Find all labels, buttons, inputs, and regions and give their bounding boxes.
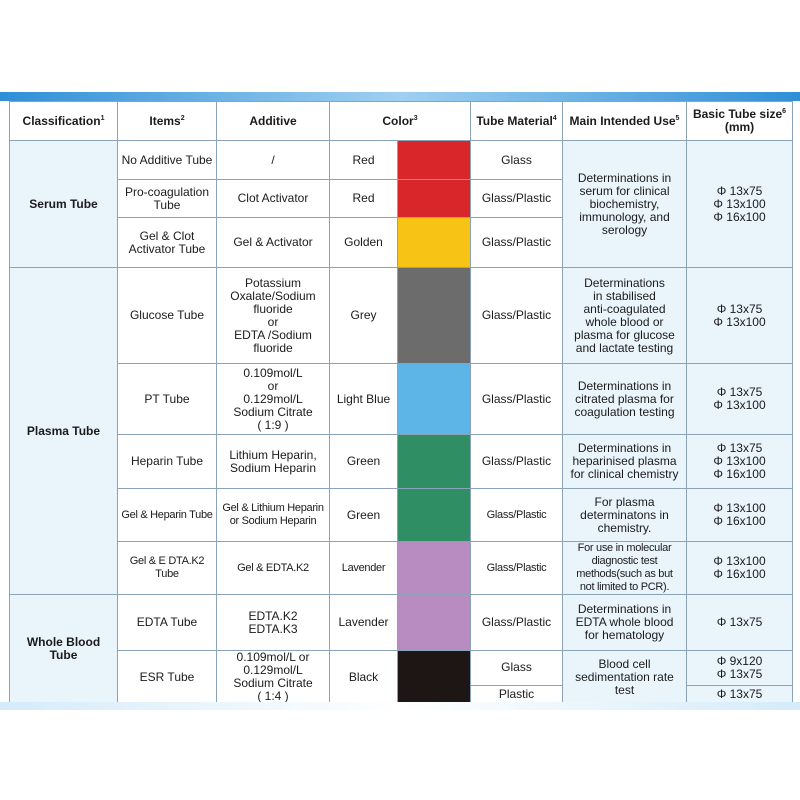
cell-line: citrated plasma for — [575, 391, 674, 406]
cell-line: sedimentation rate — [575, 669, 674, 684]
item-cell: Glucose Tube — [118, 268, 217, 364]
use-cell — [563, 268, 687, 364]
cell-line: determinatons in — [580, 507, 669, 522]
cell-line: Φ 13x75 — [716, 686, 763, 701]
use-cell — [563, 595, 687, 651]
additive-cell — [217, 268, 330, 364]
cell-line: for hematology — [584, 628, 665, 642]
color-swatch — [398, 489, 471, 542]
cell-line: Φ 13x100 — [713, 554, 766, 568]
table-row — [10, 141, 793, 180]
cell-line: EDTA /Sodium — [234, 327, 312, 342]
color-name-cell: Red — [330, 180, 398, 218]
header-row — [10, 102, 793, 141]
cell-line: Sodium Citrate — [233, 676, 313, 690]
cell-line: Φ 13x75 — [716, 183, 763, 198]
cell-line: Determinations in — [577, 602, 672, 616]
cell-line: For use in molecular — [577, 542, 672, 554]
cell-line: Blood cell — [598, 656, 651, 671]
header-color: Color$^3$ — [330, 102, 471, 141]
color-name-cell: Light Blue — [330, 364, 398, 435]
size-cell — [687, 435, 793, 489]
material-cell: Glass/Plastic — [471, 489, 563, 542]
item-cell: Gel & Heparin Tube — [118, 489, 217, 542]
cell-line: Φ 16x100 — [713, 514, 766, 528]
cell-line: or — [267, 314, 279, 329]
cell-line: or Sodium Heparin — [229, 515, 317, 527]
cell-line: EDTA.K2 — [248, 608, 298, 623]
cell-line: 0.129mol/L — [243, 391, 303, 406]
cell-line: Φ 13x75 — [716, 441, 763, 455]
use-cell — [563, 542, 687, 595]
additive-cell — [217, 595, 330, 651]
group-label-whole-blood: Whole Blood Tube — [10, 595, 118, 704]
cell-line: Determinations in — [577, 441, 672, 455]
cell-line: For plasma — [594, 494, 655, 509]
cell-line: chemistry. — [597, 520, 652, 535]
cell-line: Determinations — [584, 275, 665, 290]
cell-line: Φ 13x100 — [713, 501, 766, 515]
cell-line: or — [267, 378, 279, 393]
cell-line: anti-coagulated — [583, 301, 666, 316]
size-cell — [687, 141, 793, 268]
table-row — [10, 435, 793, 489]
additive-cell — [217, 364, 330, 435]
cell-line: Φ 13x100 — [713, 314, 766, 329]
material-cell: Glass/Plastic — [471, 595, 563, 651]
color-swatch — [398, 651, 471, 704]
cell-line: in stabilised — [593, 288, 656, 303]
bottom-accent-band — [0, 702, 800, 710]
material-cell: Glass/Plastic — [471, 364, 563, 435]
cell-line: ( 1:9 ) — [257, 417, 289, 432]
cell-line: Gel & Lithium Heparin — [222, 502, 324, 514]
color-name-cell: Black — [330, 651, 398, 704]
cell-line: methods(such as but — [576, 568, 673, 580]
cell-line: coagulation testing — [574, 404, 675, 419]
additive-cell — [217, 489, 330, 542]
item-cell: Pro-coagulation Tube — [118, 180, 217, 218]
size-cell — [687, 542, 793, 595]
material-cell: Glass/Plastic — [471, 218, 563, 268]
size-cell — [687, 595, 793, 651]
header-classification: Classification$^1$ — [10, 102, 118, 141]
group-label-plasma: Plasma Tube — [10, 268, 118, 595]
material-cell: Glass/Plastic — [471, 180, 563, 218]
item-cell: Heparin Tube — [118, 435, 217, 489]
cell-line: test — [614, 682, 635, 697]
cell-line: ( 1:4 ) — [257, 689, 289, 703]
cell-line: 0.109mol/L or — [236, 650, 310, 664]
use-cell — [563, 489, 687, 542]
cell-line: EDTA whole blood — [575, 615, 674, 629]
cell-line: Φ 13x100 — [713, 454, 766, 468]
cell-line: Potassium — [244, 275, 302, 290]
item-cell: Gel & Clot Activator Tube — [118, 218, 217, 268]
cell-line: 0.109mol/L — [243, 365, 303, 380]
cell-line: fluoride — [253, 340, 293, 355]
color-name-cell: Green — [330, 435, 398, 489]
use-cell — [563, 364, 687, 435]
blood-tube-table — [9, 101, 793, 704]
cell-line: EDTA.K3 — [248, 621, 298, 636]
material-cell: Glass — [471, 141, 563, 180]
material-cell: Glass/Plastic — [471, 542, 563, 595]
cell-line: for clinical chemistry — [570, 467, 679, 481]
color-swatch — [398, 595, 471, 651]
use-cell — [563, 435, 687, 489]
color-name-cell: Red — [330, 141, 398, 180]
header-items: Items$^2$ — [118, 102, 217, 141]
header-tube-material: Tube Material$^4$ — [471, 102, 563, 141]
color-name-cell: Grey — [330, 268, 398, 364]
material-cell: Glass — [471, 651, 563, 686]
cell-line: Oxalate/Sodium — [230, 288, 316, 303]
item-cell: EDTA Tube — [118, 595, 217, 651]
size-cell — [687, 364, 793, 435]
cell-line: fluoride — [253, 301, 293, 316]
additive-cell: / — [217, 141, 330, 180]
header-main-use: Main Intended Use$^5$ — [563, 102, 687, 141]
color-swatch — [398, 268, 471, 364]
size-cell — [687, 489, 793, 542]
cell-line: Sodium Heparin — [229, 460, 317, 475]
table-row — [10, 364, 793, 435]
top-accent-band — [0, 92, 800, 101]
material-cell: Glass/Plastic — [471, 435, 563, 489]
cell-line: Φ 9x120 — [716, 653, 763, 668]
cell-line: Φ 16x100 — [713, 209, 766, 224]
cell-line: Φ 13x75 — [716, 301, 763, 316]
color-swatch — [398, 542, 471, 595]
cell-line: Φ 13x75 — [716, 615, 763, 629]
table-row — [10, 542, 793, 595]
cell-line: Lithium Heparin, — [229, 447, 317, 462]
cell-line: and lactate testing — [575, 340, 674, 355]
additive-cell — [217, 651, 330, 704]
cell-line: Φ 13x100 — [713, 196, 766, 211]
color-name-cell: Golden — [330, 218, 398, 268]
item-cell: No Additive Tube — [118, 141, 217, 180]
size-cell — [687, 685, 793, 703]
cell-line: Φ 16x100 — [713, 567, 766, 581]
color-swatch — [398, 180, 471, 218]
color-name-cell: Lavender — [330, 595, 398, 651]
cell-line: whole blood or — [585, 314, 664, 329]
additive-cell: Clot Activator — [217, 180, 330, 218]
use-cell — [563, 651, 687, 704]
material-cell: Plastic — [471, 685, 563, 703]
cell-line: diagnostic test — [591, 555, 658, 567]
additive-cell — [217, 435, 330, 489]
size-cell — [687, 651, 793, 686]
additive-cell: Gel & EDTA.K2 — [217, 542, 330, 595]
color-name-cell: Green — [330, 489, 398, 542]
cell-line: Φ 13x75 — [716, 385, 763, 399]
color-name-cell: Lavender — [330, 542, 398, 595]
use-cell: Determinations in serum for clinical biochemistry, immunology, and serology — [563, 141, 687, 268]
color-swatch — [398, 141, 471, 180]
group-label-serum: Serum Tube — [10, 141, 118, 268]
additive-cell: Gel & Activator — [217, 218, 330, 268]
color-swatch — [398, 435, 471, 489]
color-swatch — [398, 364, 471, 435]
header-additive: Additive — [217, 102, 330, 141]
item-cell: Gel & E DTA.K2 Tube — [118, 542, 217, 595]
cell-line: 0.129mol/L — [243, 663, 303, 677]
header-tube-size: Basic Tube size$^6$ (mm) — [687, 102, 793, 141]
table-row — [10, 651, 793, 686]
table-row — [10, 595, 793, 651]
material-cell: Glass/Plastic — [471, 268, 563, 364]
table-row — [10, 489, 793, 542]
table-row — [10, 268, 793, 364]
cell-line: Φ 13x100 — [713, 398, 766, 412]
color-swatch — [398, 218, 471, 268]
cell-line: not limited to PCR). — [579, 581, 670, 593]
cell-line: Sodium Citrate — [233, 404, 313, 419]
cell-line: Φ 16x100 — [713, 467, 766, 481]
item-cell: ESR Tube — [118, 651, 217, 704]
size-cell — [687, 268, 793, 364]
cell-line: plasma for glucose — [574, 327, 675, 342]
cell-line: Φ 13x75 — [716, 666, 763, 681]
cell-line: Determinations in — [577, 378, 672, 393]
cell-line: heparinised plasma — [572, 454, 677, 468]
item-cell: PT Tube — [118, 364, 217, 435]
